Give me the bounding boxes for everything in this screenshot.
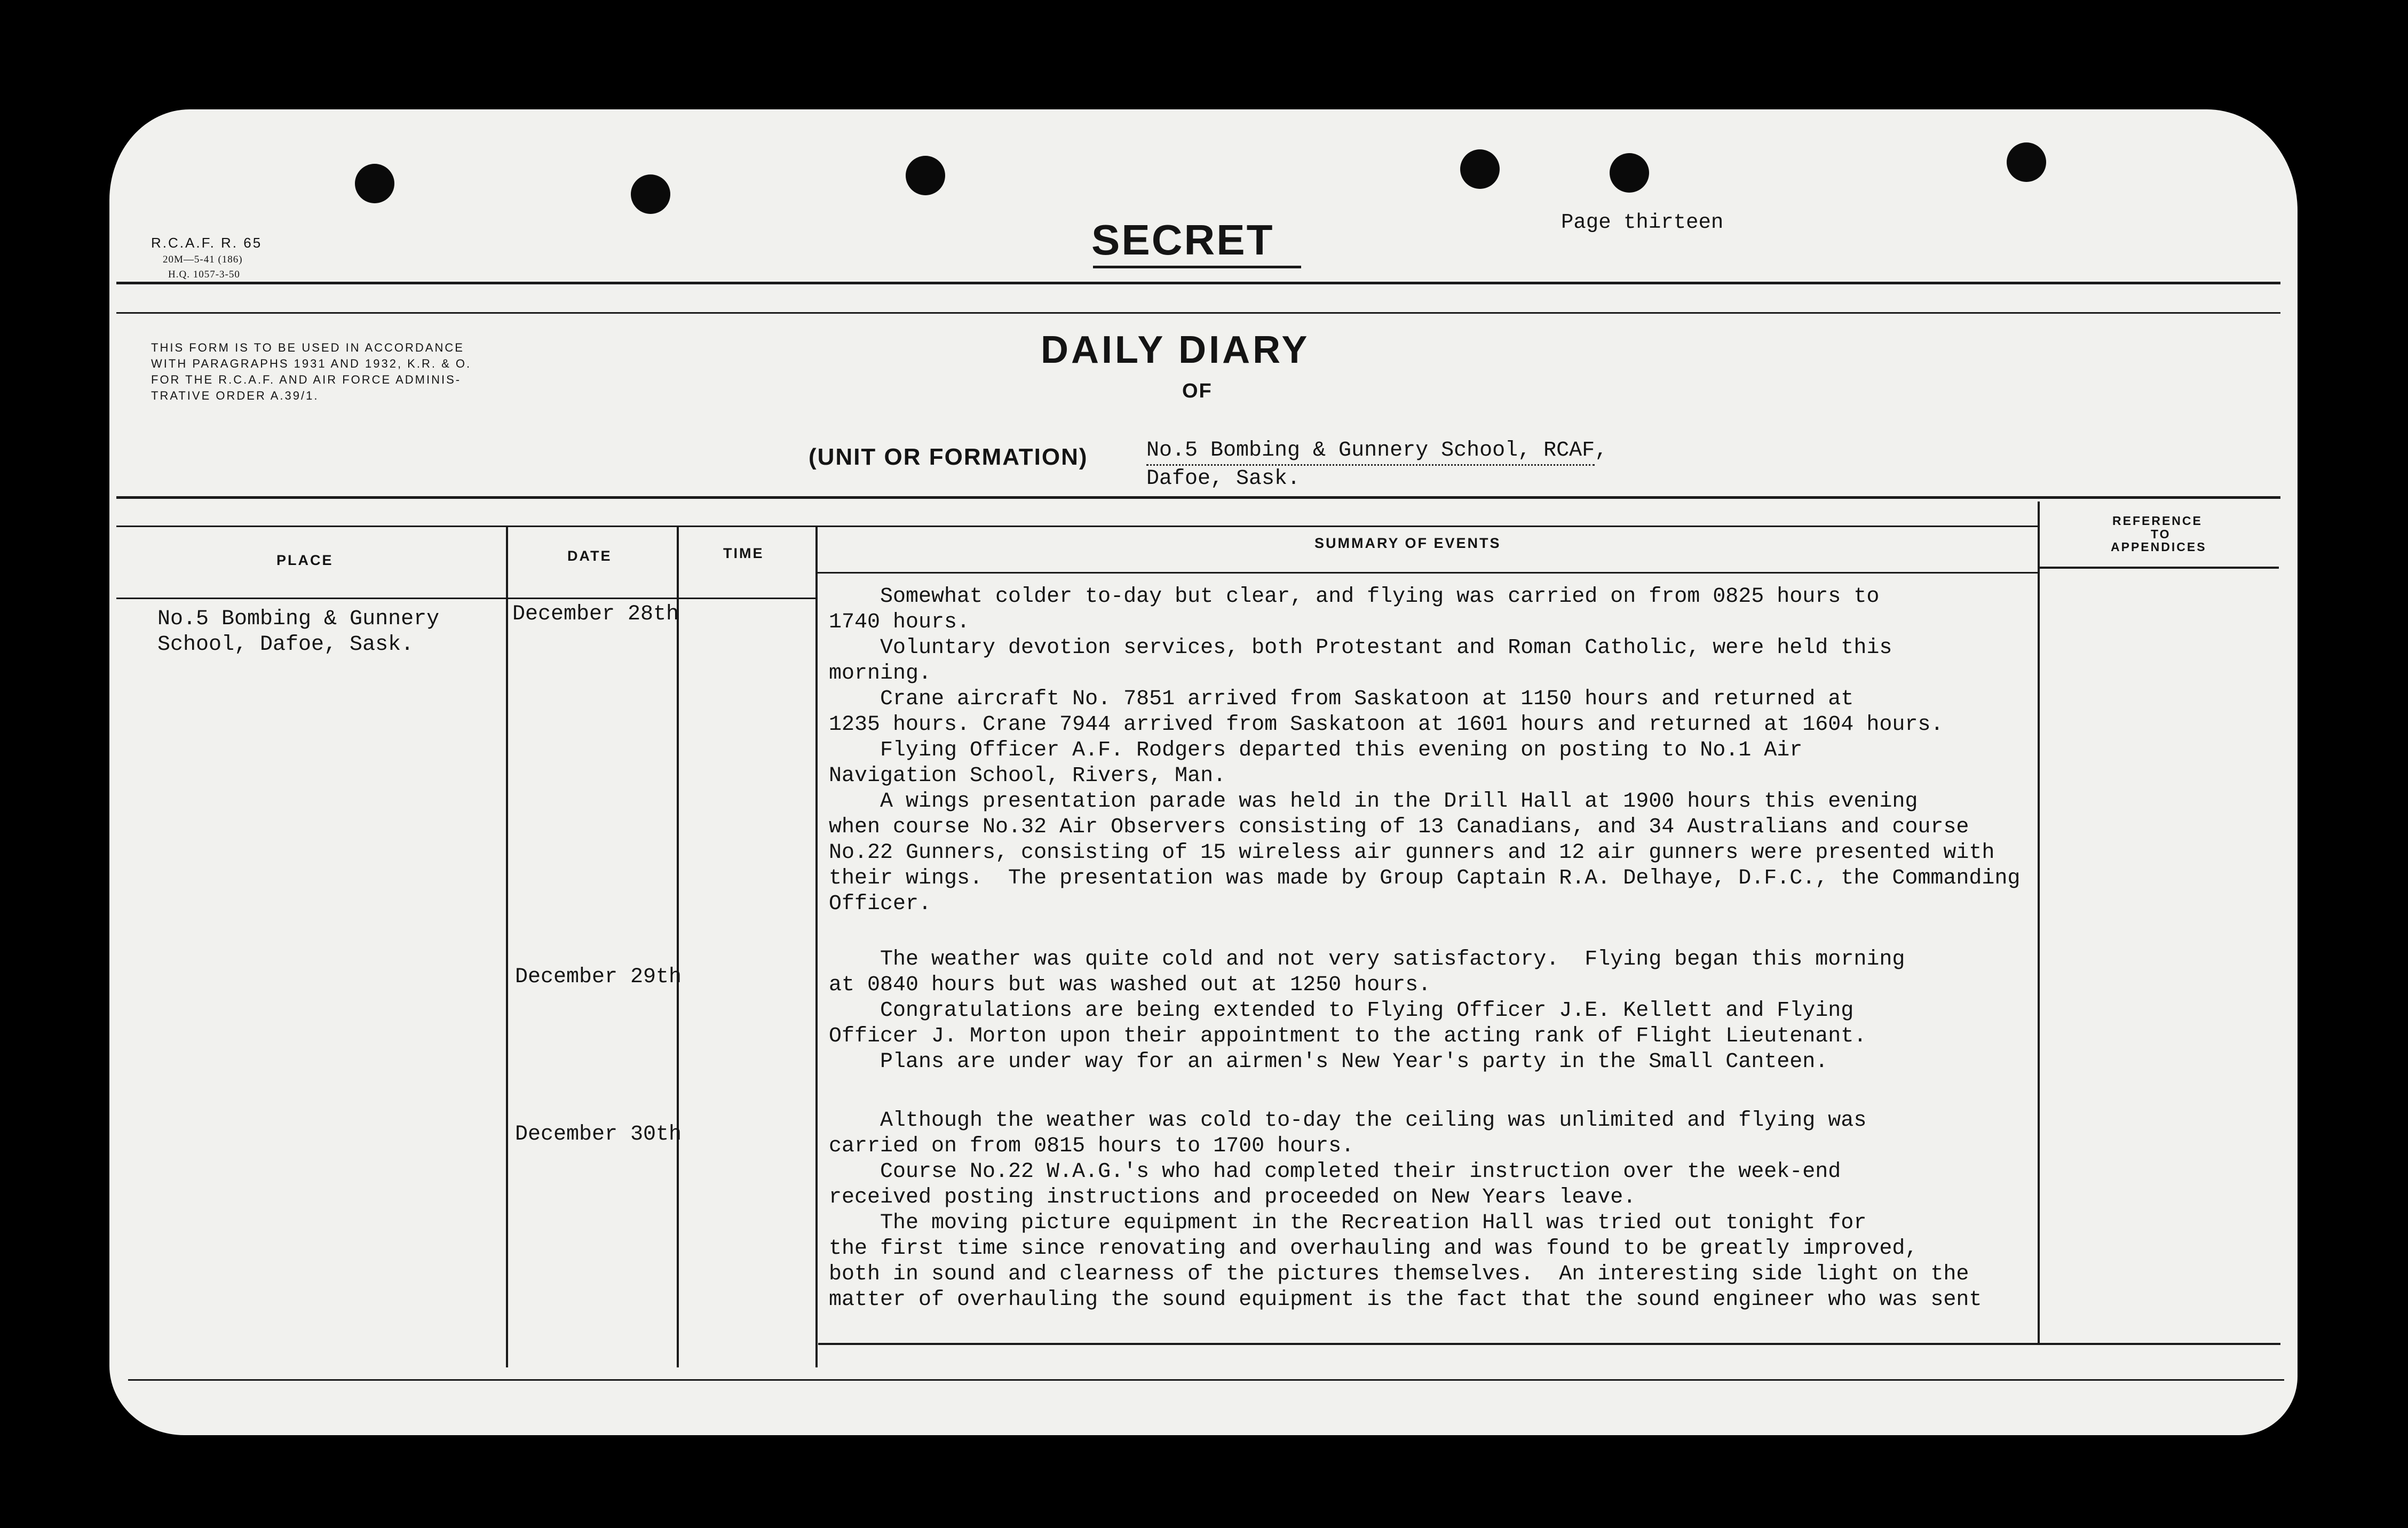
column-header-date: DATE [567,548,612,564]
entry-date: December 30th [515,1123,682,1147]
column-divider [506,527,508,1367]
summary-line: at 0840 hours but was washed out at 1250 hours. [829,973,1431,997]
summary-line: their wings. The presentation was made by Group Captain R.A. Delhaye, D.F.C., the Commanding [829,866,2021,890]
place-text: School, Dafoe, Sask. [157,633,414,657]
form-instructions-line: TRATIVE ORDER A.39/1. [151,389,319,402]
table-bottom-rule [818,1343,2280,1345]
summary-line: both in sound and clearness of the pictures themselves. An interesting side light on the [829,1262,1969,1286]
card-bottom-rule [128,1379,2284,1381]
column-divider [815,527,818,1367]
summary-line: received posting instructions and proceeded on New Years leave. [829,1185,1636,1209]
column-header-reference: APPENDICES [2111,540,2207,554]
entry-date: December 28th [512,602,679,626]
summary-line: Plans are under way for an airmen's New Year's party in the Small Canteen. [829,1050,1828,1074]
summary-line: Navigation School, Rivers, Man. [829,764,1226,788]
summary-line: The weather was quite cold and not very satisfactory. Flying began this morning [829,948,1905,972]
punch-hole [1610,153,1649,193]
form-instructions-line: THIS FORM IS TO BE USED IN ACCORDANCE [151,341,464,354]
column-header-reference: TO [2151,527,2171,541]
header-rule [116,282,2280,284]
summary-line: 1740 hours. [829,610,970,634]
form-instructions-line: FOR THE R.C.A.F. AND AIR FORCE ADMINIS- [151,373,462,386]
summary-line: No.22 Gunners, consisting of 15 wireless air gunners and 12 air gunners were presented with [829,841,1995,865]
summary-line: Course No.22 W.A.G.'s who had completed their instruction over the week-end [829,1160,1841,1184]
summary-line: when course No.32 Air Observers consisting of 13 Canadians, and 34 Australians and course [829,815,1969,839]
form-print-line: H.Q. 1057-3-50 [168,269,240,280]
punch-hole [1460,149,1500,189]
summary-line: carried on from 0815 hours to 1700 hours. [829,1134,1354,1158]
unit-label: (UNIT OR FORMATION) [809,444,1088,470]
diary-title-of: OF [1182,380,1213,402]
page-number: Page thirteen [1561,211,1724,234]
entry-summary [829,1108,1982,1313]
summary-line: A wings presentation parade was held in the Drill Hall at 1900 hours this evening [829,790,1918,814]
column-header-summary: SUMMARY OF EVENTS [1314,535,1501,551]
summary-line: The moving picture equipment in the Recreation Hall was tried out tonight for [829,1211,1867,1235]
summary-line: Officer. [829,892,932,916]
form-code: R.C.A.F. R. 65 [151,235,263,251]
summary-line: Voluntary devotion services, both Protestant and Roman Catholic, were held this [829,636,1892,660]
entry-summary [829,584,2020,917]
column-divider [2038,502,2040,1344]
summary-line: Flying Officer A.F. Rodgers departed this evening on posting to No.1 Air [829,738,1803,762]
summary-line: matter of overhauling the sound equipment is the fact that the sound engineer who was sent [829,1288,1982,1312]
classification-underline [1093,266,1301,268]
header-rule [116,312,2280,314]
column-header-rule [815,572,2038,574]
summary-line: Crane aircraft No. 7851 arrived from Saskatoon at 1150 hours and returned at [829,687,1854,711]
column-divider [677,527,679,1367]
place-text: No.5 Bombing & Gunnery [157,607,440,631]
summary-line: Congratulations are being extended to Flying Officer J.E. Kellett and Flying [829,999,1854,1023]
summary-line: Officer J. Morton upon their appointment to the acting rank of Flight Lieutenant. [829,1024,1867,1048]
form-print-line: 20M—5-41 (186) [163,254,243,265]
summary-line: the first time since renovating and overhauling and was found to be greatly improved, [829,1237,1918,1261]
summary-line: morning. [829,662,932,686]
unit-dotted-line [1146,464,1595,466]
entry-date: December 29th [515,965,682,989]
column-header-place: PLACE [276,552,334,568]
summary-line: Although the weather was cold to-day the ceiling was unlimited and flying was [829,1109,1867,1133]
unit-location: Dafoe, Sask. [1146,467,1301,491]
table-top-rule [116,496,2280,499]
form-instructions-line: WITH PARAGRAPHS 1931 AND 1932, K.R. & O. [151,357,472,370]
punch-hole [355,164,394,203]
column-header-time: TIME [723,545,764,561]
entry-summary [829,947,1905,1075]
punch-hole [906,156,945,195]
column-header-reference: REFERENCE [2112,514,2203,528]
punch-hole [631,174,670,214]
summary-line: 1235 hours. Crane 7944 arrived from Saskatoon at 1601 hours and returned at 1604 hours. [829,713,1944,737]
punch-hole [2007,142,2046,182]
summary-line: Somewhat colder to-day but clear, and flying was carried on from 0825 hours to [829,585,1880,609]
diary-title: DAILY DIARY [1041,329,1310,371]
classification-stamp: SECRET [1091,216,1274,264]
column-header-rule [116,598,815,599]
table-top-rule [116,526,2038,527]
reference-header-rule [2039,567,2279,569]
unit-name: No.5 Bombing & Gunnery School, RCAF, [1146,439,1608,463]
